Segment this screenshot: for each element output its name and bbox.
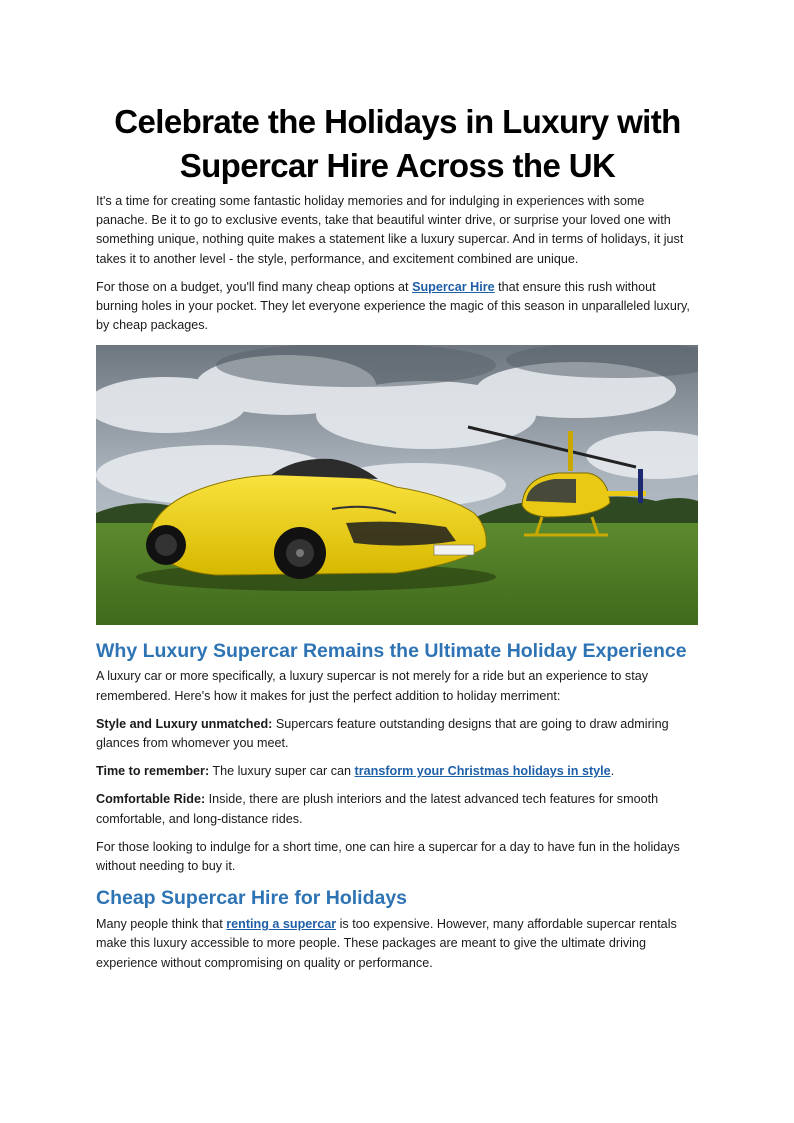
short-time-hire-paragraph: For those looking to indulge for a short time, one can hire a supercar for a day to have fun in the holidays without needing to buy it.	[96, 839, 680, 874]
time-to-remember-text: The luxury super car can	[209, 764, 355, 779]
time-to-remember-label: Time to remember:	[96, 764, 210, 779]
supercar-helicopter-photo	[96, 345, 698, 625]
intro-p2-text-after: that ensure this rush without burning holes in your pocket. They let everyone experience the magic of this season in unparalleled luxury, by cheap packages.	[96, 279, 690, 333]
time-to-remember-end: .	[610, 764, 615, 779]
document-page	[96, 100, 699, 973]
style-luxury-paragraph	[96, 715, 699, 753]
intro-paragraph-1: It's a time for creating some fantastic holiday memories and for indulging in experiences with some panache. Be it to go to exclusive events, take that beautiful winter drive, or surprise your loved one with something unique, nothing quite makes a statement like a luxury supercar. And in terms of holidays, it just takes it to another level - the style, performance, and excitement combined are unique.	[96, 194, 684, 266]
supercar-hire-link[interactable]: Supercar Hire	[412, 279, 495, 294]
style-luxury-text: Supercars feature outstanding designs that are going to draw admiring glances from whomever you meet.	[96, 716, 669, 751]
section-heading-cheap-hire: Cheap Supercar Hire for Holidays	[96, 887, 408, 910]
section-heading-why-luxury: Why Luxury Supercar Remains the Ultimate Holiday Experience	[96, 640, 687, 663]
page-title	[96, 100, 699, 188]
section2-text-after: is too expensive. However, many affordable supercar rentals make this luxury accessible to more people. These packages are meant to give the ultimate driving experience without compromising on quality or performance.	[96, 917, 677, 970]
section2-text-before: Many people think that	[96, 917, 227, 932]
christmas-holidays-link[interactable]: transform your Christmas holidays in style	[354, 764, 611, 779]
comfortable-ride-text: Inside, there are plush interiors and the latest advanced tech features for smooth comfortable, and long-distance rides.	[96, 792, 659, 826]
section1-intro-paragraph: A luxury car or more specifically, a luxury supercar is not merely for a ride but an experience to stay remembered. Here's how it makes for just the perfect addition to holiday merriment:	[96, 669, 649, 703]
comfortable-ride-paragraph	[96, 790, 699, 828]
section2-paragraph	[96, 915, 699, 973]
intro-paragraph-2	[96, 278, 699, 336]
renting-supercar-link[interactable]: renting a supercar	[226, 917, 337, 932]
comfortable-ride-label: Comfortable Ride:	[96, 792, 206, 807]
intro-p2-text-before: For those on a budget, you'll find many cheap options at	[96, 279, 413, 294]
page-title-line-1: Celebrate the Holidays in Luxury with	[114, 103, 681, 140]
style-luxury-label: Style and Luxury unmatched:	[96, 716, 273, 731]
time-to-remember-paragraph	[96, 762, 699, 781]
page-title-line-2: Supercar Hire Across the UK	[179, 147, 616, 184]
